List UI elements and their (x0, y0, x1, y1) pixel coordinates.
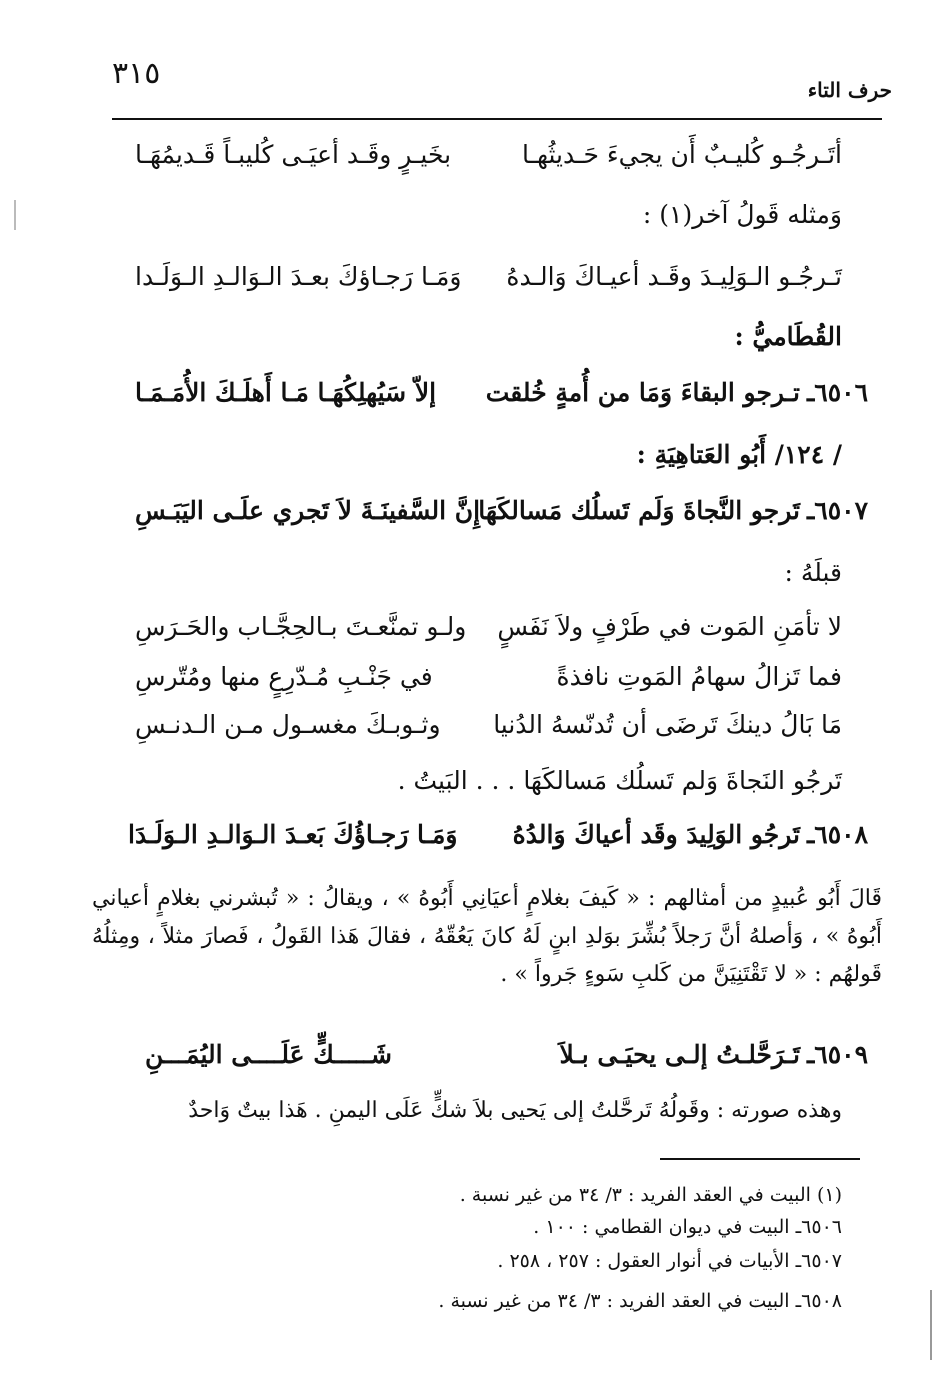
poet-abu-atahiya: / ١٢٤/ أَبُو العَتاهِيَةِ : (636, 440, 842, 469)
entry-number-6506: ٦٥٠٦ـ (806, 378, 868, 407)
verse-6509-second-hemistich: شَـــــكٍّ عَلَــــى اليُمَـــنِ (145, 1040, 392, 1069)
entry-number-6509: ٦٥٠٩ـ (806, 1040, 868, 1069)
footnote-6506: ٦٥٠٦ـ البيت في ديوان القطامي : ١٠٠ . (533, 1216, 842, 1238)
verse-prior-3-second-hemistich: وثـوبـكَ مغسـول مـن الـدنـسِ (135, 710, 441, 739)
footnote-rule (660, 1158, 860, 1160)
poet-qutami: القُطَاميُّ : (734, 322, 842, 351)
entry-number-6508: ٦٥٠٨ـ (806, 820, 868, 849)
running-head: حرف التاء (807, 78, 892, 102)
intro-another-saying: وَمثله قَولُ آخر(١) : (642, 200, 842, 229)
verse-1-second-hemistich: بخَيـرٍ وقَـد أعيَـى كُليبـاً قَـديمُهَـا (135, 140, 452, 169)
scan-edge-mark (14, 200, 16, 230)
scan-edge-mark (930, 1290, 932, 1360)
page-number: ٣١٥ (112, 56, 161, 91)
verse-1-first-hemistich: أتَـرجُـو كُليـبٌ أَن يجيءَ حَـديثُهـا (522, 140, 842, 169)
footnote-1: (١) البيت في العقد الفريد : ٣/ ٣٤ من غير نسبة . (459, 1184, 842, 1206)
commentary-6508: قَالَ أَبُو عُبيدٍ من أمثالهم : « كَيفَ بغلامٍ أعيَانِي أَبُوهُ » ، ويقالُ : « تُبشرني بغلامٍ أعياني أَبُوهُ » ، وَأصلهُ أنَّ رَجلاً بُشِّرَ بوَلدِ ابنٍ لَهُ كانَ يَعُقّهُ ، فقالَ هَذا القَولُ ، فَصارَ مثلاً ، ومِثلُهُ قَولهُم : « لا تَقْتَنِيَنَّ من كَلبِ سَوءٍ جَرواً » . (92, 886, 882, 987)
verse-6506-first-hemistich: تـرجو البقاءَ وَمَا من أُمةٍ خُلقت (485, 378, 800, 407)
verse-6507-first-hemistich: تَرجو النَّجاةَ وَلَم تَسلُك مَسالكَهَا (478, 496, 800, 525)
verse-6506-second-hemistich: إلاّ سَيُهلِكُهَـا مَـا أَهلَـكَ الأُمَـمَـا (135, 378, 437, 407)
verse-repeat-line: تَرجُو النَجاةَ وَلم تَسلُك مَسالكَهَا . . . البَيتُ . (397, 766, 842, 795)
verse-6508-second-hemistich: وَمَـا رَجـاؤُكَ بَعـدَ الـوَالـدِ الـوَلَـدَا (128, 820, 458, 849)
commentary-6509: وهذه صورته : وقَولُهُ تَرحَّلتُ إلى يَحيى بلاَ شكٍّ عَلَى اليمنِ . هَذا بيتٌ وَاحدٌ (188, 1098, 842, 1123)
verse-prior-3-first-hemistich: مَا بَالُ دينكَ تَرضَى أن تُدنّسهُ الدُنيا (493, 710, 842, 739)
verse-2-first-hemistich: تَـرجُـو الـوَلِيـدَ وقَـد أعيـاكَ وَالـدهُ (506, 262, 842, 291)
verse-6507-second-hemistich: إِنَّ السَّفينَـةَ لاَ تَجري علَـى اليَبَـسِ (135, 496, 481, 525)
verse-prior-2-first-hemistich: فما تَزالُ سهامُ المَوتِ نافذةً (556, 662, 842, 691)
verse-prior-2-second-hemistich: في جَنْـبِ مُـدّرِعٍ منها ومُتّرسِ (135, 662, 433, 691)
footnote-6507: ٦٥٠٧ـ الأبيات في أنوار العقول : ٢٥٧ ، ٢٥٨ . (497, 1250, 842, 1272)
verse-prior-1-second-hemistich: ولـو تمنَّعـتَ بـالحِجَّـاب والحَـرَسِ (135, 612, 467, 641)
verse-6509-first-hemistich: تَـرَحَّلـتُ إلـى يحيَـى بـلاَ (559, 1040, 800, 1069)
verse-2-second-hemistich: وَمَـا رَجـاؤكَ بعـدَ الـوَالـدِ الـوَلَـدا (135, 262, 462, 291)
label-qablahu: قبلَهُ : (784, 558, 842, 587)
footnote-6508: ٦٥٠٨ـ البيت في العقد الفريد : ٣/ ٣٤ من غير نسبة . (438, 1290, 842, 1312)
verse-6508-first-hemistich: تَرجُو الوَلِيدَ وقَد أعياكَ وَالدُهُ (512, 820, 800, 849)
header-rule (112, 118, 882, 120)
verse-prior-1-first-hemistich: لا تأمَنِ المَوت في طَرْفٍ ولاَ نَفَسٍ (497, 612, 842, 641)
entry-number-6507: ٦٥٠٧ـ (806, 496, 868, 525)
